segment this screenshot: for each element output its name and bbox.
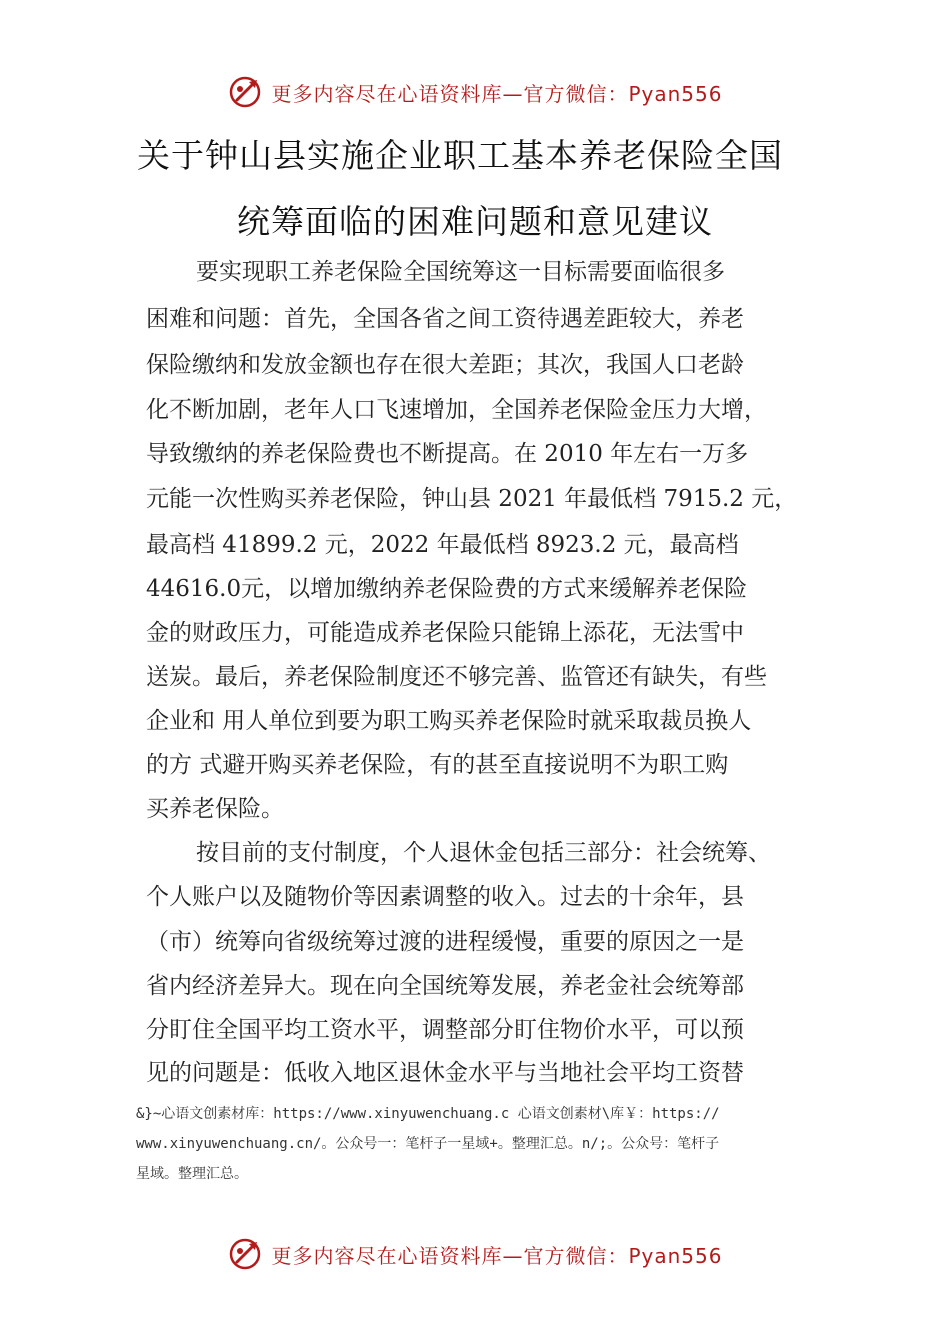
banner-text: 更多内容尽在心语资料库—官方微信：Pyan556 — [271, 1243, 723, 1268]
document-title-line-1: 关于钟山县实施企业职工基本养老保险全国 — [137, 136, 783, 175]
paragraph-line: 买养老保险。 — [146, 796, 284, 822]
paragraph-line: （市）统筹向省级统筹过渡的进程缓慢，重要的原因之一是 — [146, 929, 744, 955]
footer-banner — [0, 1232, 950, 1276]
logo-icon — [227, 1236, 263, 1272]
paragraph-line: 困难和问题：首先，全国各省之间工资待遇差距较大，养老 — [146, 306, 744, 332]
banner-text: 更多内容尽在心语资料库—官方微信：Pyan556 — [271, 81, 723, 106]
paragraph-line: 元能一次性购买养老保险，钟山县 2021 年最低档 7915.2 元， — [146, 486, 798, 512]
paragraph-line: 的方 式避开购买养老保险，有的甚至直接说明不为职工购 — [146, 752, 729, 778]
paragraph-line: 金的财政压力，可能造成养老保险只能锦上添花，无法雪中 — [146, 620, 744, 646]
paragraph-line: 按目前的支付制度，个人退休金包括三部分：社会统筹、 — [196, 840, 771, 866]
paragraph-line: 化不断加剧，老年人口飞速增加，全国养老保险金压力大增， — [146, 397, 767, 423]
paragraph-line: 企业和 用人单位到要为职工购买养老保险时就采取裁员换人 — [146, 708, 752, 734]
paragraph-line: 44616.0元，以增加缴纳养老保险费的方式来缓解养老保险 — [146, 576, 748, 602]
header-banner — [0, 70, 950, 114]
paragraph-line: 个人账户以及随物价等因素调整的收入。过去的十余年，县 — [146, 884, 744, 910]
paragraph-line: 最高档 41899.2 元，2022 年最低档 8923.2 元，最高档 — [146, 532, 739, 558]
paragraph-line: 导致缴纳的养老保险费也不断提高。在 2010 年左右一万多 — [146, 441, 749, 467]
paragraph-line: 要实现职工养老保险全国统筹这一目标需要面临很多 — [196, 259, 725, 285]
paragraph-line: 见的问题是：低收入地区退休金水平与当地社会平均工资替 — [146, 1060, 744, 1086]
footnote-line: www.xinyuwenchuang.cn/。公众号一：笔杆子一星域+。整理汇总。n/;。公众号：笔杆子 — [136, 1136, 720, 1152]
paragraph-line: 送炭。最后，养老保险制度还不够完善、监管还有缺失，有些 — [146, 664, 767, 690]
paragraph-line: 分盯住全国平均工资水平，调整部分盯住物价水平，可以预 — [146, 1017, 744, 1043]
paragraph-line: 保险缴纳和发放金额也存在很大差距；其次，我国人口老龄 — [146, 352, 744, 378]
paragraph-line: 省内经济差异大。现在向全国统筹发展，养老金社会统筹部 — [146, 973, 744, 999]
footnote-line: 星域。整理汇总。 — [136, 1166, 248, 1182]
footnote-line: &}~心语文创素材库：https://www.xinyuwenchuang.c 心语文创素材\库￥：https:// — [136, 1106, 720, 1122]
logo-icon — [227, 74, 263, 110]
document-title-line-2: 统筹面临的困难问题和意见建议 — [237, 202, 713, 241]
